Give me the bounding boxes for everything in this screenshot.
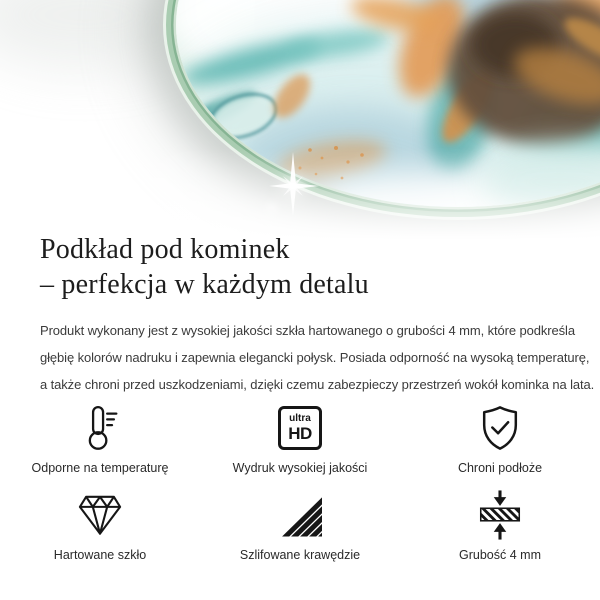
page-title [40,232,600,302]
intro-line: Produkt wykonany jest z wysokiej jakości szkła hartowanego o grubości 4 mm, które podkreśla [40,323,575,338]
ultra-hd-icon: ultra HD [278,406,322,450]
intro-line: głębię kolorów nadruku i zapewnia elegancki połysk. Posiada odporność na wysoką temperaturę, [40,350,590,365]
page-title-line2: – perfekcja w każdym detalu [40,269,369,300]
feature-label: Grubość 4 mm [459,548,541,562]
feature-thickness [400,491,600,562]
hero-image [0,0,600,240]
feature-print-quality [200,404,400,475]
feature-tempered-glass [0,491,200,562]
feature-label: Szlifowane krawędzie [239,548,361,562]
polished-edges-icon [277,493,323,537]
feature-label: Hartowane szkło [53,548,147,562]
feature-label: Chroni podłoże [457,461,543,475]
features-grid [0,404,600,562]
page-title-line1: Podkład pod kominek [40,234,290,265]
thickness-icon [477,489,523,541]
intro-line: a także chroni przed uszkodzeniami, dzięki czemu zabezpieczy przestrzeń wokół kominka na lata. [40,377,595,392]
intro-paragraph [40,317,600,398]
feature-label: Wydruk wysokiej jakości [232,461,368,475]
feature-protects-floor [400,404,600,475]
thermometer-icon [80,405,120,451]
feature-temperature [0,404,200,475]
feature-label: Odporne na temperaturę [31,461,169,475]
fade-overlay [0,148,600,240]
shield-check-icon [478,405,522,451]
diamond-icon [75,493,125,537]
feature-polished-edges [200,491,400,562]
